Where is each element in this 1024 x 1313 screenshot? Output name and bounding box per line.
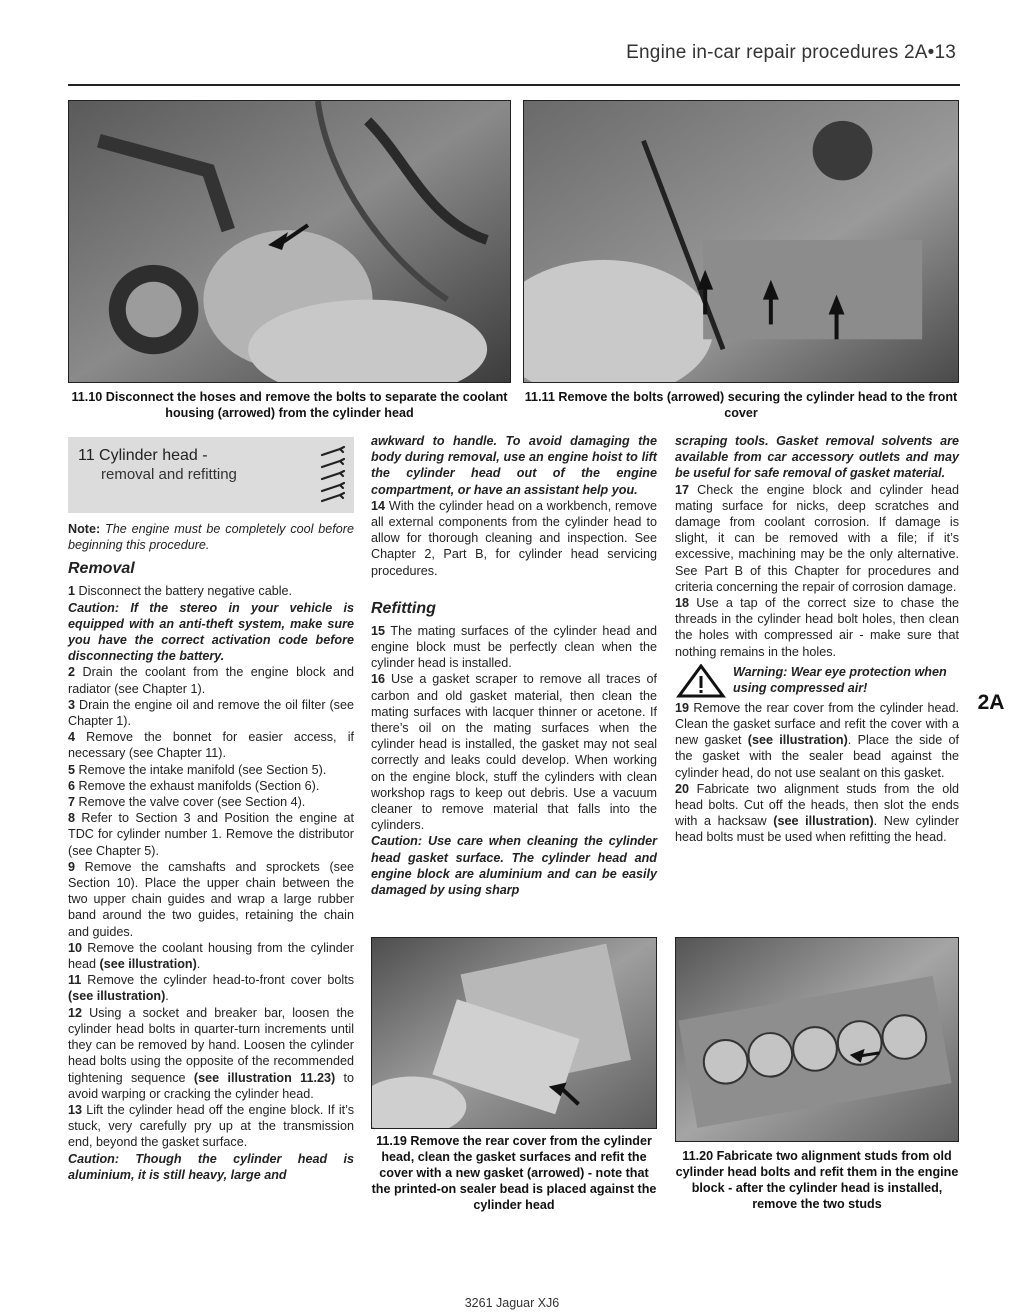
heading-refitting: Refitting [371, 599, 436, 617]
step-20: 20 Fabricate two alignment studs from the old head bolts. Cut off the heads, then slot the ends with a hacksaw (see illustration). New cylinder head bolts must be used when refitting the head. [675, 781, 959, 845]
step-4: 4 Remove the bonnet for easier access, if necessary (see Chapter 11). [68, 730, 354, 761]
section-heading-box [68, 437, 354, 513]
running-title: Engine in-car repair procedures 2A•13 [626, 42, 956, 63]
caution-2: Caution: Though the cylinder head is aluminium, it is still heavy, large and [68, 1151, 354, 1182]
heading-removal: Removal [68, 560, 135, 578]
illustration-ref: (see illustration 11.23) [193, 1070, 336, 1085]
caption-11-20: 11.20 Fabricate two alignment studs from old cylinder head bolts and refit them in the engine block - after the cylinder head is installed, remove the two studs [675, 1149, 959, 1211]
illustration-ref: (see illustration) [99, 957, 197, 972]
step-5: 5 Remove the intake manifold (see Section 5). [68, 762, 327, 777]
chapter-tab: 2A [968, 683, 1014, 723]
illustration-ref: (see illustration) [773, 814, 874, 829]
photo-11-10 [68, 100, 511, 383]
step-10: 10 Remove the coolant housing from the cylinder head (see illustration). [68, 940, 354, 972]
step-9: 9 Remove the camshafts and sprockets (see Section 10). Place the upper chain between the two upper chain guides and wrap a large rubber band around the two guides, retaining the chain and guides. [68, 859, 354, 939]
step-17: 17 Check the engine block and cylinder head mating surface for nicks, deep scratches and damage from coolant corrosion. If damage is slight, it can be removed with a file; if it’s excessive, machining may be the only alternative. See Part B of this Chapter for procedures and criteria concerning the repair of corrosion damage. [675, 482, 959, 594]
caution-3-continued: scraping tools. Gasket removal solvents are available from car accessory outlets and may be useful for safe removal of gasket material. [675, 434, 959, 481]
step-2: 2 Drain the coolant from the engine block and radiator (see Chapter 1). [68, 665, 354, 696]
caption-11-19: 11.19 Remove the rear cover from the cylinder head, clean the gasket surfaces and refit the cover with a new gasket (arrowed) - note that the printed-on sealer bead is placed against the cylinder head [371, 1134, 657, 1212]
step-16: 16 Use a gasket scraper to remove all traces of carbon and old gasket material, then clean the mating surfaces with lacquer thinner or acetone. If there’s oil on the mating surfaces when the cylinder head is installed, the gasket may not seal correctly and leaks could develop. When working on the engine block, stuff the cylinders with clean workshop rags to keep out debris. Use a vacuum cleaner to remove material that falls into the cylinders. [371, 672, 657, 833]
warning-block [675, 664, 959, 698]
step-19: 19 Remove the rear cover from the cylinder head. Clean the gasket surface and refit the cover with a new gasket (see illustration). Place the side of the gasket with the sealer bead against the cylinder head, do not use sealant on this gasket. [675, 700, 959, 780]
column-2 [371, 433, 657, 898]
step-8: 8 Refer to Section 3 and Position the engine at TDC for cylinder number 1. Remove the distributor (see Chapter 5). [68, 811, 354, 858]
caution-3: Caution: Use care when cleaning the cylinder head gasket surface. The cylinder head and engine block are aluminium and can be easily damaged by using sharp [371, 834, 657, 898]
warning-triangle-icon [675, 664, 727, 698]
step-15: 15 The mating surfaces of the cylinder head and engine block must be perfectly clean when the cylinder head is installed. [371, 623, 657, 671]
illustration-ref: (see illustration) [747, 733, 848, 748]
caution-2-continued: awkward to handle. To avoid damaging the body during removal, use an engine hoist to lift the cylinder head out of the engine compartment, or have an assistant help you. [371, 434, 657, 497]
step-14: 14 With the cylinder head on a workbench, remove all external components from the cylinder head to allow for thorough cleaning and inspection. See Chapter 2, Part B, for cylinder head servicing procedures. [371, 498, 657, 578]
spanner-difficulty-icon [318, 445, 346, 503]
step-6: 6 Remove the exhaust manifolds (Section 6). [68, 778, 320, 793]
caution-1: Caution: If the stereo in your vehicle is equipped with an anti-theft system, make sure you have the correct activation code before disconnecting the battery. [68, 600, 354, 664]
page-footer: 3261 Jaguar XJ6 [464, 1296, 560, 1310]
photo-11-11 [523, 100, 959, 383]
photo-11-19 [371, 937, 657, 1129]
step-3: 3 Drain the engine oil and remove the oil filter (see Chapter 1). [68, 697, 354, 729]
caption-11-10: 11.10 Disconnect the hoses and remove the bolts to separate the coolant housing (arrowed) from the cylinder head [71, 390, 508, 420]
column-1 [68, 521, 354, 1183]
column-3 [675, 433, 959, 846]
section-subtitle: removal and refitting [101, 466, 237, 483]
step-7: 7 Remove the valve cover (see Section 4). [68, 795, 306, 810]
note-paragraph: Note: The engine must be completely cool before beginning this procedure. [68, 522, 354, 553]
warning-text: Warning: Wear eye protection when using compressed air! [733, 664, 947, 695]
section-title: 11 Cylinder head - [78, 447, 208, 464]
illustration-ref: (see illustration) [68, 989, 166, 1004]
caption-11-11: 11.11 Remove the bolts (arrowed) securing the cylinder head to the front cover [524, 390, 958, 420]
step-13: 13 Lift the cylinder head off the engine block. If it’s stuck, very carefully pry up at the transmission end, beyond the gasket surface. [68, 1102, 354, 1150]
page-header [68, 40, 960, 86]
step-1: 1 Disconnect the battery negative cable. [68, 584, 293, 599]
step-18: 18 Use a tap of the correct size to chase the threads in the cylinder head bolt holes, then clean the holes with compressed air - make sure that nothing remains in the holes. [675, 596, 959, 659]
step-12: 12 Using a socket and breaker bar, loosen the cylinder head bolts in quarter-turn increments until they can be removed by hand. Loosen the cylinder head bolts using the opposite of the recommended tightening sequence (see illustration 11.23) to avoid warping or cracking the cylinder head. [68, 1005, 355, 1101]
step-11: 11 Remove the cylinder head-to-front cover bolts (see illustration). [68, 973, 354, 1004]
photo-11-20 [675, 937, 959, 1142]
